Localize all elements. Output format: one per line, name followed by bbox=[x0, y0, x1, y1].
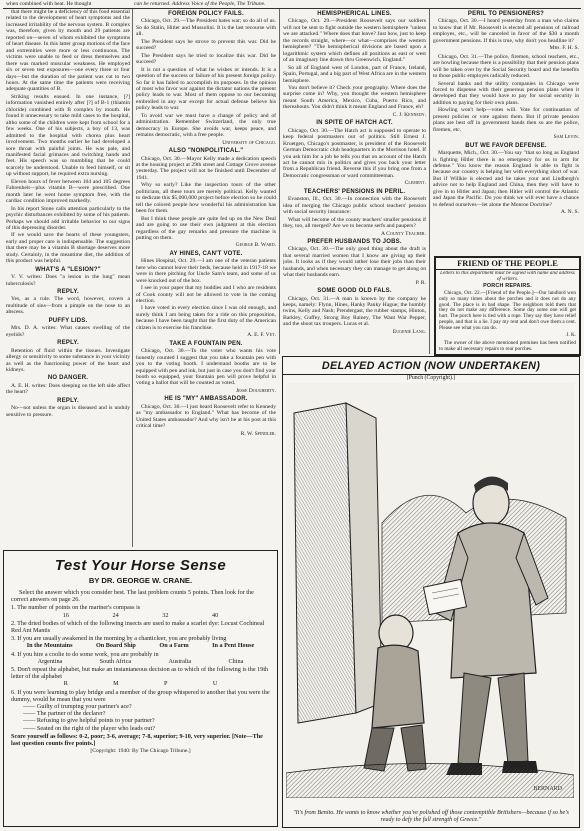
column-letters-2 bbox=[136, 9, 276, 547]
quiz-question: 2. The dried bodies of which of the following insects are used to make a scarlet dye: Locust Cochineal Red Ant Mantis bbox=[11, 619, 265, 635]
quiz-option[interactable]: —— Seated on the right of the player who leads out? bbox=[23, 724, 155, 732]
question-text: V. V. writes: Does "a lesion in the lung" mean tuberculosis? bbox=[6, 274, 130, 287]
column-health-article bbox=[6, 9, 130, 545]
letter-paragraph: Chicago, Oct. 30.—The Hatch act is supposed to operate to keep federal postmasters out of politics. Still Ernest J. Kruetgen, Chicago's postmaster, is president of the Roosevelt German Democratic club headquarters in the Morrison hotel. If you ask him for a job he tells you that on account of the Hatch act he cannot mix in politics and gives you back your letter from a Republican friend. Reverse this if you bring one from a Democratic congressman or ward committeeman. bbox=[283, 127, 426, 179]
quiz-option[interactable]: 40 bbox=[212, 611, 219, 619]
article-paragraph: If we would save the hearts of these youngsters, early and proper care is indispensable. The suggestion that there may be a vitamin B shortage deserves more study. Certainly, in the meantime diet, the addition of this product was helpful. bbox=[6, 232, 130, 265]
letter-heading: PREFER HUSBANDS TO JOBS. bbox=[307, 238, 402, 245]
quiz-options bbox=[11, 703, 270, 732]
quiz-option[interactable]: U bbox=[212, 680, 218, 688]
letter-heading: PERIL TO PENSIONERS? bbox=[467, 11, 545, 17]
article-paragraph: Eleven hours of fever between 104 and 105 degrees Fahrenheit—plus vitamin B—were prescribed. One month later he went home symptom free, with the cardiac condition improved markedly. bbox=[6, 178, 130, 205]
quiz-option[interactable]: Australia bbox=[168, 657, 192, 665]
letter-paragraph: Chicago, Oct. 30.—Mayor Kelly made a dedication speech at the housing project at 29th street and Cottage Grove avenue yesterday. The project will not be finished until December of 1941. bbox=[136, 155, 276, 181]
quiz-options bbox=[11, 658, 270, 665]
letter-signature: A. E. F. Vet. bbox=[247, 332, 276, 339]
quiz-option[interactable]: 16 bbox=[62, 611, 69, 619]
letter-paragraph: It is not a question of what he wishes or intends. It is a question of the success or failure of his present foreign policy. So far it has failed to accomplish its purposes. In the opinion of most who favor war against the dictator nations the present policy leads to war. Most of them oppose to our becoming embroiled in any war except for actual defense believe his policy leads to war. bbox=[136, 66, 276, 112]
horse-sense-quiz-box bbox=[3, 550, 278, 827]
quiz-option[interactable]: In a Pent House bbox=[212, 642, 255, 650]
letter-paragraph: Chicago, Oct. 30.—I just heard Roosevelt refer to Kennedy as "my ambassador to England." What has become of the United States ambassador? And why isn't he at his post at this critical time? bbox=[136, 403, 276, 430]
cartoon-illustration bbox=[286, 383, 574, 798]
quiz-option[interactable]: —— The partner of the declarer? bbox=[23, 710, 106, 718]
cartoon-title: DELAYED ACTION (NOW UNDERTAKEN) bbox=[283, 357, 579, 375]
letter-heading: HEMISPHERICAL LINES. bbox=[317, 11, 392, 17]
question-text: A. E. H. writes: Does sleeping on the left side affect the heart? bbox=[6, 382, 130, 396]
column-divider bbox=[132, 9, 133, 547]
reply-text: No—not unless the organ is diseased and is unduly sensitive to pressure. bbox=[6, 405, 130, 418]
quiz-instructions: Select the answer which you consider best. The last problem counts 5 points. Then look for the correct answers on page 26. bbox=[11, 589, 254, 604]
letter-paragraph: So all of England west of London, part of France, Ireland, Spain, Portugal, and a big part of West Africa are in the western hemisphere. bbox=[283, 64, 426, 84]
question-heading: WHAT'S A "LESION?" bbox=[35, 266, 101, 273]
quiz-byline: BY DR. GEORGE W. CRANE. bbox=[88, 576, 193, 585]
friend-paragraph: Chicago, Oct. 22.—[Friend of the People.]—Our landlord won only so many times about the porches and it does not do any good. The place is in bad shape. The neighbors told them that they do not make any difference. Some day some one will get hurt. The porch here is tied with a rope. They say they have relief people, and that is a lie. I pay my rent and don't owe them a cent. Please see what you can do. bbox=[439, 289, 576, 332]
column-letters-4 bbox=[433, 9, 579, 253]
friend-intro: Letters to this department must be signed with name and address of writers. bbox=[440, 271, 575, 282]
letter-paragraph: Chicago, Oct. 29.—President Roosevelt says our soldiers will not be sent to fight outside the western hemisphere "unless we are attacked." Where does that leave? Just how, just to keep the records straight, where—or what—comprises the western hemisphere? "The hemispherical divisions are based upon a logarithmic system which defines all positions as east or west of an imaginary line drawn thru Greenwich, England." bbox=[283, 18, 426, 64]
quiz-copyright: [Copyright: 1940: By The Chicago Tribune.] bbox=[90, 748, 191, 755]
letter-signature: Sam Levin. bbox=[553, 134, 579, 141]
quiz-option[interactable]: On Board Ship bbox=[95, 642, 136, 650]
top-strip-middle: can be returned. Address Voice of the People, The Tribune. bbox=[134, 1, 266, 7]
letter-signature: Jesse Dougherty. bbox=[235, 387, 276, 394]
article-paragraph: In his report Stone calls attention particularly to the psychic disturbances exhibited by some of his patients. Perhaps we should add irritable behavior to our signs of this depressing disorder. bbox=[6, 205, 130, 231]
top-strip-left: when combined with heat. He thought bbox=[6, 1, 92, 7]
quiz-option[interactable]: On a Farm bbox=[159, 642, 189, 650]
letter-heading: FOREIGN POLICY FAILS. bbox=[168, 11, 244, 17]
quiz-title: Test Your Horse Sense bbox=[54, 557, 227, 574]
quiz-question: 5. Don't repeat the alphabet, but make an instantaneous decision as to which of the following is the 19th letter of the alphabet bbox=[11, 666, 269, 681]
letter-heading: SOME GOOD OLD FALS. bbox=[317, 288, 392, 295]
letter-signature: Clement. bbox=[404, 180, 426, 187]
letter-paragraph: I have voted in every election since I was old enough, and surely think I am being taken for a ride on this proposition, because I have been taught that the first duty of the American citizen is to exercise his franchise. bbox=[136, 305, 276, 331]
letter-paragraph: Several banks and the utility companies in Chicago were forced to dispense with their generous pension plans when it developed that they would have to pay for social security in addition to paying for their own plans. bbox=[433, 80, 579, 106]
letter-signature: P. R. bbox=[415, 279, 426, 286]
reply-text: Yes, as a rule. The word, however, covers a multitude of sins—from a pimple on the nose to an abscess. bbox=[6, 296, 130, 316]
letter-paragraph: Why so early? Like the inspection tours of the other politicians, all these tours are merely political. Kelly wanted to dedicate this $5,000,000 project before election so he could tell the colored people how wonderful his administration has been for them. bbox=[136, 182, 276, 215]
letter-paragraph: Hines Hospital, Oct. 29.—I am one of the veteran patients here who cannot leave their beds, because held in 1917-18 we were in there pitching for Uncle Sam's team, and some of us were knocked out of the box. bbox=[136, 258, 276, 284]
letter-heading: BUT WE FAVOR DEFENSE. bbox=[465, 142, 547, 149]
friend-paragraph: The owner of the above mentioned premises has been notified to make all necessary repairs to rear porches. bbox=[439, 339, 576, 352]
letter-paragraph: Chicago, Oct. 30.—The only good thing about the draft is that several married women that I know are giving up their jobs. It looks as if they would rather lose their jobs than their husbands, and when necessary they can manage to get along on what their husbands earn. bbox=[283, 246, 426, 279]
column-divider bbox=[429, 9, 430, 354]
letter-signature: C. J. Kennedy. bbox=[392, 111, 426, 118]
question-text: Mrs. D. A. writes: What causes swelling of the eyelids? bbox=[6, 325, 130, 338]
letter-heading: HE IS "MY" AMBASSADOR. bbox=[164, 396, 248, 403]
friend-of-the-people-box bbox=[434, 256, 581, 356]
letter-heading: TEACHERS' PENSIONS IN PERIL. bbox=[303, 188, 406, 195]
friend-body bbox=[439, 271, 576, 353]
column-letters-3 bbox=[283, 9, 426, 354]
letter-signature: University of Chicago. bbox=[222, 139, 276, 146]
letter-paragraph: I see in your paper that my buddies and I who are residents of Cook county will not be allowed to vote in the coming election. bbox=[136, 285, 276, 305]
letter-signature: George B. Ward. bbox=[235, 242, 276, 249]
letter-signature: Eugenie Lang. bbox=[392, 328, 426, 335]
quiz-option[interactable]: P bbox=[164, 680, 168, 688]
friend-heading: PORCH REPAIRS. bbox=[483, 282, 532, 289]
quiz-option[interactable]: R bbox=[63, 680, 68, 688]
letter-paragraph: Chicago, Oct. 30.—To the voter who wants his vote honestly counted I suggest that you take a fountain pen with you to the voting booth. I understand booths are to be equipped with pen and ink, but just in case you don't find your booth so equipped, your fountain pen will prove helpful in voting a ballot that will be counted as voted. bbox=[136, 348, 276, 387]
question-heading: NO DANGER. bbox=[47, 375, 89, 382]
quiz-body bbox=[4, 589, 277, 755]
article-paragraph: Striking results ensued. In one instance, [?] information vanished entirely after [?] of B-1 (thiamin chloride) combined with B complex by mouth. He found it unnecessary to take mild cases to the hospital, altho some of the children were kept from school for a few weeks. One of his subjects, a boy of 13, was admitted to the hospital with chorea plus heart involvement. Two months earlier he had developed a sore throat with painful joints. He was pale, and manifested facial grimaces and twitching hands and feet. His speech was so mumbling that he could scarcely be understood. Unable to feed himself, or sit up without support, he required extra nursing. bbox=[6, 93, 130, 178]
letter-heading: IN SPITE OF HATCH ACT. bbox=[316, 120, 393, 127]
reply-heading: REPLY. bbox=[57, 289, 79, 296]
reply-heading: REPLY. bbox=[57, 340, 79, 347]
quiz-option[interactable]: In the Mountains bbox=[26, 642, 73, 650]
quiz-option[interactable]: —— Guilty of trumping your partner's ace? bbox=[23, 703, 132, 711]
letter-paragraph: Chicago, Oct. 31.—The police, firemen, school teachers, etc., are howling because there is a possibility that their pension plans will be taken over by the Social Security board and the benefits to those public employes radically reduced. bbox=[433, 53, 579, 80]
quiz-option[interactable]: M bbox=[113, 680, 119, 688]
letter-paragraph: Howling won't help—votes will. Vote for continuation of present policies or vote against them. But if private pension plans are best off in government hands then so are the police, firemen, etc. bbox=[433, 107, 579, 133]
letter-paragraph: Marquette, Mich., Oct. 30.—You say "that so long as England is fighting Hitler there is no emergency for us to arm for defense." You know the reason England is able to fight is because our country is helping her with everything short of war. But if Willkie is elected and he takes your and Lindbergh's advice not to help England and China, then they will have to give in to Hitler and Japan; then Hitler will control the Atlantic and Japan the Pacific. Do you think we will ever have a chance to defend ourselves—let alone the Monroe Doctrine? bbox=[433, 150, 579, 208]
letter-paragraph: The President says he strove to prevent this war. Did he succeed? bbox=[136, 38, 276, 52]
letter-paragraph: Chicago, Oct. 29.—The President hates war; so do all of us. So do Stalin, Hitler and Mussolini. It is the last recourse with all. bbox=[136, 18, 276, 38]
letter-signature: Mrs. F. H. S. bbox=[549, 45, 579, 52]
letter-paragraph: To avoid war we must have a change of policy and of administration. Remember Switzerland, the only true democracy in Europe. She avoids war, keeps peace, and remains democratic, with a free people. bbox=[136, 112, 276, 139]
reply-heading: REPLY. bbox=[57, 397, 79, 404]
letter-paragraph: The President says he tried to localize this war. Did he succeed? bbox=[136, 52, 276, 66]
cartoon-box bbox=[282, 356, 580, 828]
reply-text: Retention of fluid within the tissues. Investigate allergy or sensitivity to some substance in your vicinity as well as the functioning power of the heart and kidneys. bbox=[6, 347, 130, 374]
quiz-scoring: Score yourself as follows: 0-2, poor; 3-6, average; 7-8, superior; 9-10, very superior. [Note—The last question counts five points.] bbox=[11, 732, 263, 748]
article-paragraph: that there might be a deficiency of this food essential related to the development of heart symptoms and the increased irritability of the nervous system. B complex was, therefore, given by mouth and 29 patients are reported on—seven of whom exhibited the symptoms of heart disease. In this latter group motions of the face and extremities were more or less continuous. The victims were unable to feed or dress themselves and there was marked muscular weakness. He employed six or seven test exposures—one every three or four days—but the duration of the patient was cut to two hours. At the same time the patients were receiving adequate quantities of B. bbox=[6, 9, 130, 93]
letter-signature: R. W. Spindler. bbox=[240, 430, 276, 437]
letter-signature: A County Teacher. bbox=[381, 230, 426, 237]
cartoon-caption: "It's from Benito. He wants to know whether you've polished off those contemptible Britishers—because if so he's ready to defy the full strength of Greece." bbox=[293, 810, 569, 823]
quiz-option[interactable]: Argentina bbox=[37, 657, 63, 665]
svg-text:BERNARD: BERNARD bbox=[533, 786, 562, 792]
quiz-option[interactable]: 24 bbox=[112, 611, 119, 619]
quiz-question: 1. The number of points on the mariner's compass is bbox=[11, 604, 141, 612]
quiz-option[interactable]: 32 bbox=[162, 611, 169, 619]
letter-paragraph: You don't believe it? Check your geography. Where does the surprise come in? Why, you thought the western hemisphere meant South America, Mexico, Cuba, Puerto Rico, and thereabouts. You didn't think it meant England and France, eh? bbox=[283, 84, 426, 111]
letter-heading: AY HINES, CAN'T VOTE. bbox=[169, 250, 243, 257]
letter-paragraph: Evanston, Ill., Oct. 30.—In connection with the Roosevelt idea of merging the Chicago public school teachers' pension with social security insurance: bbox=[283, 196, 426, 216]
letter-paragraph: Chicago, Oct. 30.—I heard yesterday from a man who claims to know that if Mr. Roosevelt is elected all pensions of railroad employes, etc., will be canceled in favor of the $30 a month government pensions. If this is true, why don't you headline it? bbox=[433, 18, 579, 44]
column-divider bbox=[279, 9, 280, 354]
letter-paragraph: Chicago, Oct. 31.—A man is known by the company he keeps, namely: Flynn, Hines, Hanky Panky Hague; the humbly twins, Kelly and Nash; Prendergast, the rubber stamps, Hinton, Barkley, Guffey, Strong Boy Rainey, The Want War Pepper, and the shoot tax troupers. Lucas et al. bbox=[283, 295, 426, 328]
letter-paragraph: What will become of the county teachers' smaller pensions if they, too, all merged? Are we to become serfs and paupers? bbox=[283, 216, 426, 230]
letter-heading: TAKE A FOUNTAIN PEN. bbox=[169, 340, 243, 347]
letter-paragraph: But I think these people are quite fed up on the New Deal and are going to use their own judgment at this election regardless of the gay remarks and pressure the machine is putting on them. bbox=[136, 215, 276, 241]
letter-signature: A. N. S. bbox=[560, 209, 579, 216]
quiz-options bbox=[11, 642, 270, 649]
quiz-options bbox=[11, 612, 270, 619]
quiz-question: 4. If you hire a coolie to do some work, you are probably in bbox=[11, 650, 159, 658]
friend-signature: J. K. bbox=[566, 332, 576, 339]
quiz-option[interactable]: South Africa bbox=[99, 657, 132, 665]
quiz-option[interactable]: —— Refusing to give helpful points to your partner? bbox=[23, 717, 155, 725]
question-heading: PUFFY LIDS. bbox=[48, 317, 88, 324]
quiz-question: 6. If you were learning to play bridge and a member of the group whispered to another that you were the dummy, would he mean that you were bbox=[11, 688, 270, 703]
cartoon-credit: [Punch (Copyright).] bbox=[406, 375, 456, 381]
quiz-options bbox=[11, 680, 270, 687]
letter-heading: ALSO "NONPOLITICAL." bbox=[168, 148, 244, 155]
quiz-question: 3. If you are usually awakened in the morning by a chanticleer, you are probably living bbox=[11, 635, 227, 643]
friend-title: FRIEND OF THE PEOPLE bbox=[436, 258, 579, 270]
quiz-option[interactable]: China bbox=[228, 657, 244, 665]
